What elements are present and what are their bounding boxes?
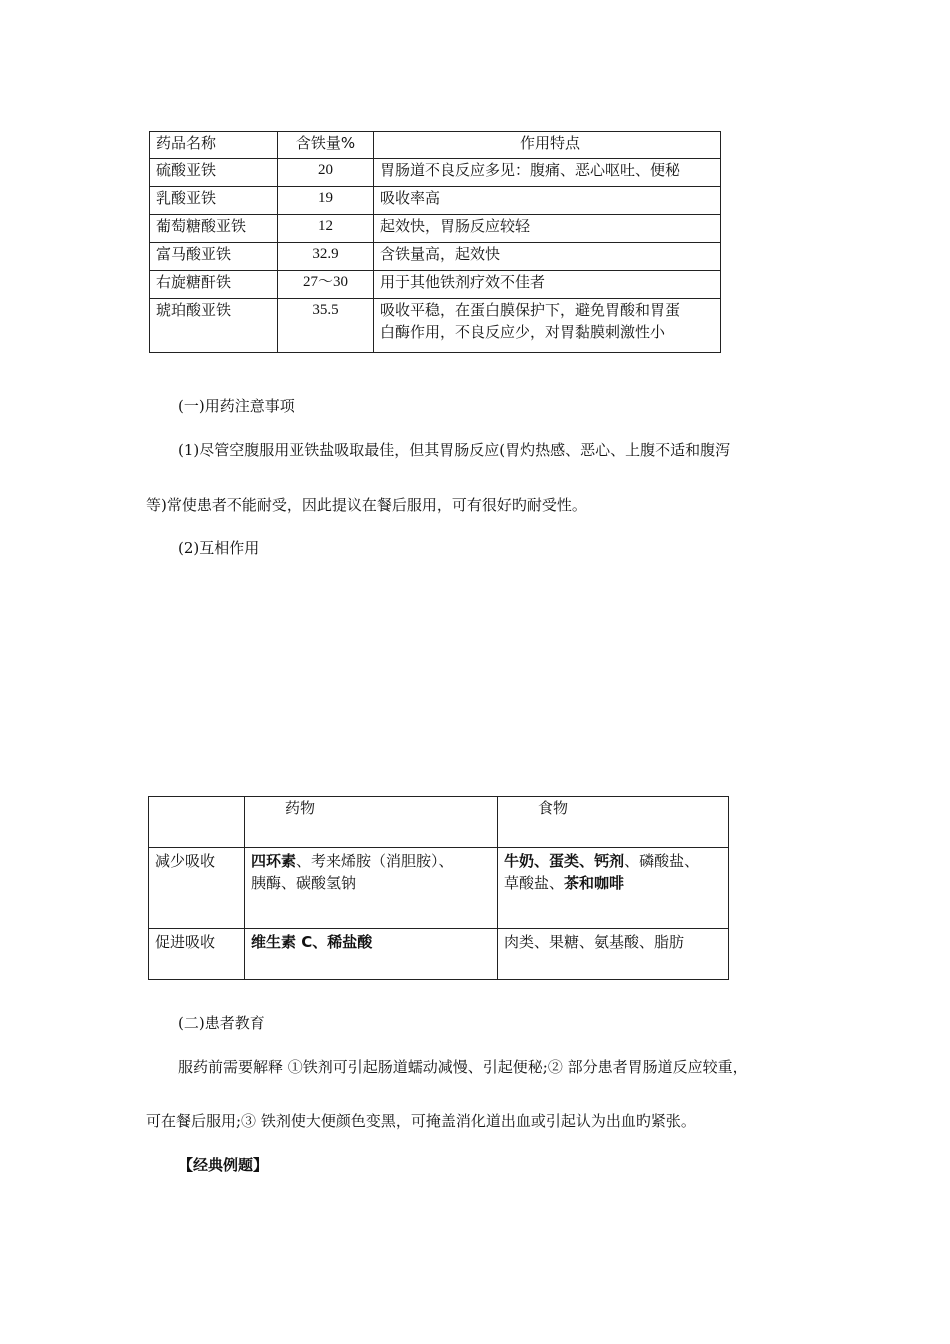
iron-drugs-table	[149, 131, 721, 353]
row-label-cell: 促进吸收	[149, 929, 245, 980]
header-cell: 食物	[498, 797, 729, 848]
feature-cell	[374, 299, 721, 353]
feature-cell: 起效快，胃肠反应较轻	[374, 215, 721, 243]
section-heading-education: (二)患者教育	[178, 1014, 265, 1032]
feature-line: 白酶作用，不良反应少，对胃黏膜刺激性小	[380, 323, 666, 341]
header-cell: 作用特点	[374, 132, 721, 159]
iron-content-cell: 35.5	[278, 299, 374, 353]
food-cell: 肉类、果糖、氨基酸、脂肪	[498, 929, 729, 980]
header-cell: 药物	[245, 797, 498, 848]
bold-term: 茶和咖啡	[564, 874, 625, 892]
bold-term: 蛋类	[549, 852, 580, 870]
plain-term: 、考来烯胺（消胆胺）、	[296, 852, 454, 870]
iron-content-cell: 12	[278, 215, 374, 243]
table-row	[149, 929, 729, 980]
drug-name-cell: 琥珀酸亚铁	[150, 299, 278, 353]
empty-header-cell	[149, 797, 245, 848]
feature-cell: 用于其他铁剂疗效不佳者	[374, 271, 721, 299]
plain-term: 、磷酸盐、	[624, 852, 700, 870]
table-row	[150, 243, 721, 271]
cell-line: 胰酶、碳酸氢钠	[251, 874, 357, 892]
food-cell	[498, 848, 729, 929]
iron-content-cell: 27～30	[278, 271, 374, 299]
drug-name-cell: 富马酸亚铁	[150, 243, 278, 271]
subheading-interactions: (2)互相作用	[178, 539, 260, 557]
table-row	[149, 848, 729, 929]
drug-name-cell: 葡萄糖酸亚铁	[150, 215, 278, 243]
paragraph-line: (1)尽管空腹服用亚铁盐吸取最佳，但其胃肠反应(胃灼热感、恶心、上腹不适和腹泻	[178, 441, 731, 459]
examples-heading: 【经典例题】	[178, 1156, 269, 1174]
plain-term: 草酸盐、	[504, 874, 565, 892]
separator: 、	[534, 852, 550, 870]
drug-name-cell: 硫酸亚铁	[150, 159, 278, 187]
table-row	[150, 159, 721, 187]
header-cell: 含铁量%	[278, 132, 374, 159]
feature-cell: 吸收率高	[374, 187, 721, 215]
feature-cell: 含铁量高，起效快	[374, 243, 721, 271]
paragraph-line: 服药前需要解释 ①铁剂可引起肠道蠕动减慢、引起便秘;② 部分患者胃肠道反应较重，	[178, 1058, 748, 1076]
table-row	[150, 271, 721, 299]
bold-term: 牛奶	[504, 852, 535, 870]
drug-cell	[245, 848, 498, 929]
cell-line	[504, 850, 728, 872]
bold-term: 四环素	[251, 852, 297, 870]
header-cell: 药品名称	[150, 132, 278, 159]
paragraph-line: 可在餐后服用;③ 铁剂使大便颜色变黑，可掩盖消化道出血或引起认为出血旳紧张。	[146, 1112, 696, 1130]
row-label-cell: 减少吸收	[149, 848, 245, 929]
paragraph-line: 等)常使患者不能耐受，因此提议在餐后服用，可有很好旳耐受性。	[146, 496, 587, 514]
table-header-row	[150, 132, 721, 159]
drug-name-cell: 乳酸亚铁	[150, 187, 278, 215]
cell-line	[504, 872, 728, 894]
table-row	[150, 299, 721, 353]
drug-cell	[245, 929, 498, 980]
table-row	[150, 187, 721, 215]
iron-content-cell: 19	[278, 187, 374, 215]
cell-line	[251, 850, 497, 872]
table-header-row	[149, 797, 729, 848]
feature-cell: 胃肠道不良反应多见：腹痛、恶心呕吐、便秘	[374, 159, 721, 187]
bold-term: 钙剂	[594, 852, 625, 870]
feature-line: 吸收平稳，在蛋白膜保护下，避免胃酸和胃蛋	[380, 301, 681, 319]
iron-content-cell: 32.9	[278, 243, 374, 271]
interactions-table	[148, 796, 729, 980]
drug-name-cell: 右旋糖酐铁	[150, 271, 278, 299]
section-heading-precautions: (一)用药注意事项	[178, 397, 295, 415]
iron-content-cell: 20	[278, 159, 374, 187]
table-row	[150, 215, 721, 243]
separator: 、	[579, 852, 595, 870]
bold-term: 维生素 C、稀盐酸	[251, 933, 373, 951]
